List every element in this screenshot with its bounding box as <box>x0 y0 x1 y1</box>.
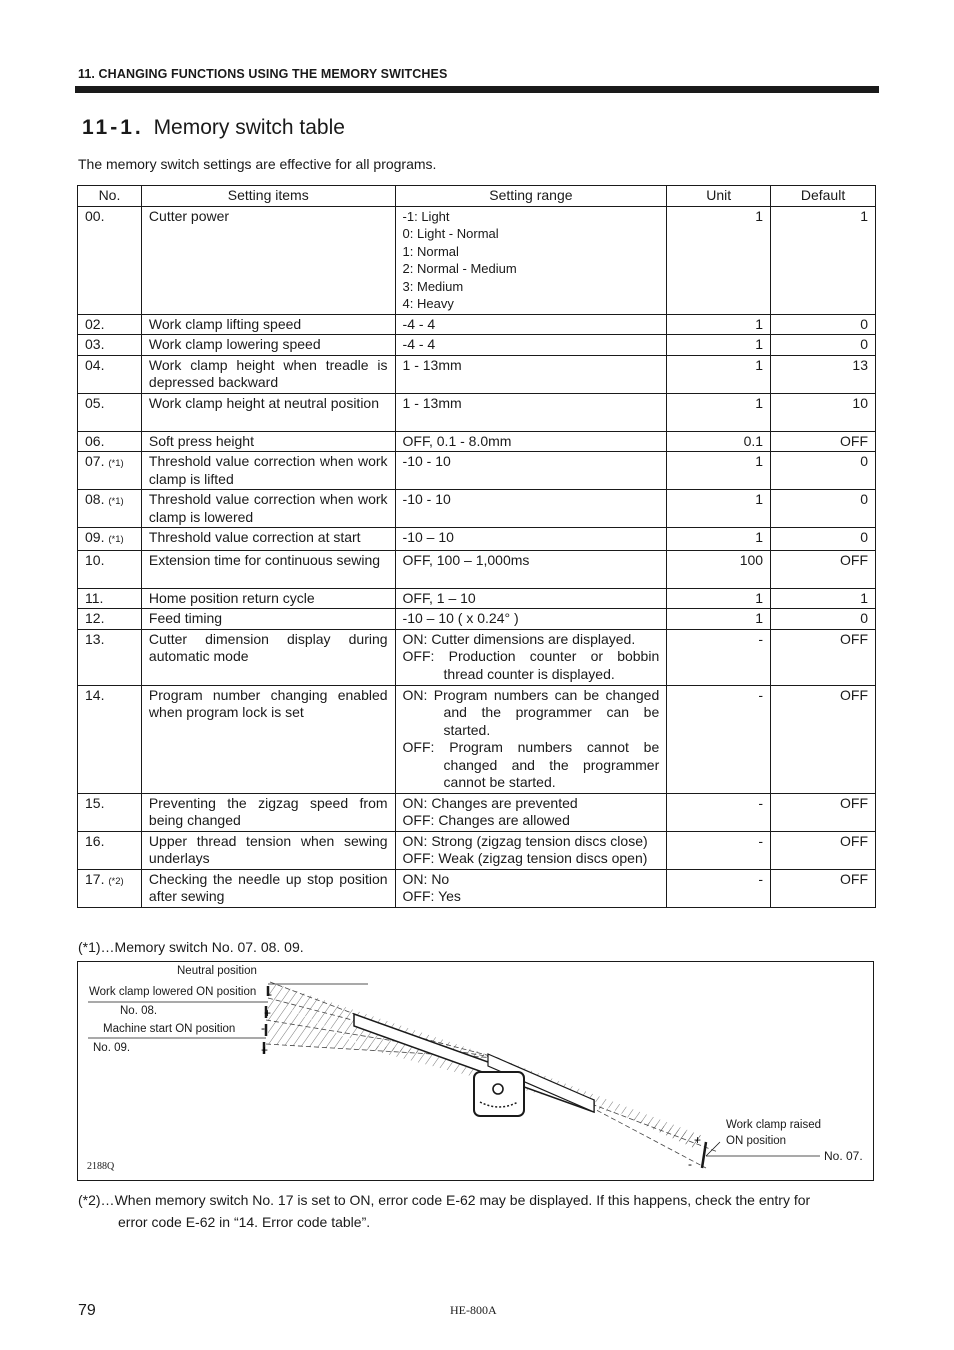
row-footnote-ref: (*1) <box>108 534 124 545</box>
cell-setting-range <box>395 831 667 869</box>
label-neutral-position: Neutral position <box>177 965 257 977</box>
cell-setting-item: Work clamp height at neutral position <box>141 393 395 431</box>
row-footnote-ref: (*1) <box>108 458 124 469</box>
range-line: OFF: Program numbers cannot be changed and the programmer cannot be started. <box>402 739 660 790</box>
row-number: 02. <box>85 315 105 332</box>
cell-setting-range <box>395 335 667 356</box>
range-line: -1: Light <box>402 208 450 224</box>
row-number: 05. <box>85 394 105 411</box>
cell-default: 0 <box>771 452 876 490</box>
cell-setting-item: Program number changing enabled when program lock is set <box>141 685 395 793</box>
threshold-diagram <box>77 961 874 1181</box>
cell-setting-item: Checking the needle up stop position after sewing <box>141 869 395 907</box>
cell-default: 0 <box>771 490 876 528</box>
label-no08: No. 08. <box>120 1005 158 1017</box>
col-header-default: Default <box>771 186 876 207</box>
cell-setting-range <box>395 206 667 314</box>
cell-setting-range <box>395 550 667 588</box>
cell-default: OFF <box>771 629 876 685</box>
table-row <box>78 609 876 630</box>
range-line: ON: Strong (zigzag tension discs close) <box>402 832 648 849</box>
row-number: 14. <box>85 686 105 703</box>
label-machine-start: Machine start ON position <box>103 1023 236 1035</box>
cell-unit: 1 <box>667 355 771 393</box>
range-line: -4 - 4 <box>402 336 436 352</box>
svg-text:+: + <box>264 1006 272 1020</box>
memory-switch-table <box>77 185 876 908</box>
table-row <box>78 355 876 393</box>
range-line: -10 – 10 <box>402 529 454 545</box>
cell-no <box>78 609 142 630</box>
cell-default: 0 <box>771 528 876 551</box>
cell-setting-item: Work clamp lowering speed <box>141 335 395 356</box>
svg-text:+: + <box>261 1043 269 1057</box>
cell-no <box>78 314 142 335</box>
cell-no <box>78 550 142 588</box>
cell-setting-range <box>395 452 667 490</box>
cell-unit: - <box>667 793 771 831</box>
footnote-1: (*1)…Memory switch No. 07. 08. 09. <box>78 939 304 955</box>
range-line: OFF: Changes are allowed <box>402 812 570 828</box>
cell-setting-range <box>395 528 667 551</box>
cell-no <box>78 869 142 907</box>
header-rule <box>75 86 879 93</box>
row-number: 12. <box>85 610 105 626</box>
cell-setting-range <box>395 490 667 528</box>
title-number: 11-1. <box>82 116 144 139</box>
col-header-items: Setting items <box>141 186 395 207</box>
cell-setting-range <box>395 793 667 831</box>
row-number: 00. <box>85 207 105 224</box>
cell-setting-range <box>395 588 667 609</box>
svg-text:-: - <box>688 1157 692 1171</box>
range-line: 2: Normal - Medium <box>402 261 517 276</box>
cell-unit: 1 <box>667 609 771 630</box>
figure-code: 2188Q <box>87 1161 115 1172</box>
cell-no <box>78 629 142 685</box>
range-line: OFF: Weak (zigzag tension discs open) <box>402 850 648 866</box>
cell-default: 10 <box>771 393 876 431</box>
table-row <box>78 335 876 356</box>
pivot-circle <box>493 1084 503 1094</box>
cell-unit: - <box>667 685 771 793</box>
svg-text:-: - <box>268 987 272 1001</box>
row-footnote-ref: (*2) <box>108 875 124 887</box>
table-row <box>78 685 876 793</box>
label-on-position: ON position <box>726 1135 787 1147</box>
range-line: ON: No <box>402 870 450 887</box>
cell-setting-item: Work clamp height when treadle is depressed backward <box>141 355 395 393</box>
cell-setting-range <box>395 314 667 335</box>
row-number: 13. <box>85 630 105 647</box>
range-line: 1 - 13mm <box>402 394 462 411</box>
table-row <box>78 314 876 335</box>
table-row <box>78 588 876 609</box>
label-no09: No. 09. <box>93 1042 131 1054</box>
row-number: 06. <box>85 432 105 449</box>
row-number: 16. <box>85 832 105 849</box>
table-row <box>78 869 876 907</box>
row-number: 10. <box>85 551 105 568</box>
cell-unit: 1 <box>667 206 771 314</box>
row-number: 07. <box>85 453 105 469</box>
cell-no <box>78 528 142 551</box>
cell-setting-item: Threshold value correction when work clamp is lowered <box>141 490 395 528</box>
label-clamp-lowered: Work clamp lowered ON position <box>89 986 257 998</box>
cell-default: 0 <box>771 609 876 630</box>
row-number: 04. <box>85 356 105 373</box>
cell-unit: 1 <box>667 452 771 490</box>
range-line: -10 - 10 <box>402 491 451 507</box>
cell-default: OFF <box>771 550 876 588</box>
cell-no <box>78 685 142 793</box>
cell-setting-item: Preventing the zigzag speed from being changed <box>141 793 395 831</box>
svg-text:-: - <box>261 1021 265 1035</box>
cell-setting-range <box>395 393 667 431</box>
cell-setting-item: Work clamp lifting speed <box>141 314 395 335</box>
cell-default: 0 <box>771 335 876 356</box>
cell-setting-item: Upper thread tension when sewing underlays <box>141 831 395 869</box>
range-line: OFF, 1 – 10 <box>402 589 476 606</box>
range-line: -10 – 10 ( x 0.24° ) <box>402 610 519 626</box>
cell-no <box>78 588 142 609</box>
label-no07: No. 07. <box>824 1149 863 1163</box>
cell-unit: 1 <box>667 314 771 335</box>
cell-setting-item: Soft press height <box>141 431 395 452</box>
table-row <box>78 393 876 431</box>
title-text: Memory switch table <box>153 116 345 139</box>
cell-default: 1 <box>771 588 876 609</box>
cell-setting-range <box>395 431 667 452</box>
cell-default: 1 <box>771 206 876 314</box>
table-row <box>78 490 876 528</box>
range-line: OFF, 100 – 1,000ms <box>402 551 530 568</box>
cell-unit: 0.1 <box>667 431 771 452</box>
col-header-unit: Unit <box>667 186 771 207</box>
row-number: 09. <box>85 529 105 545</box>
cell-setting-range <box>395 629 667 685</box>
range-line: OFF: Yes <box>402 888 461 904</box>
cell-default: 0 <box>771 314 876 335</box>
cell-setting-item: Threshold value correction when work clamp is lifted <box>141 452 395 490</box>
range-line: OFF, 0.1 - 8.0mm <box>402 432 512 449</box>
cell-setting-item: Cutter power <box>141 206 395 314</box>
cell-setting-item: Feed timing <box>141 609 395 630</box>
cell-setting-range <box>395 609 667 630</box>
cell-unit: 1 <box>667 335 771 356</box>
intro-text: The memory switch settings are effective for all programs. <box>78 156 437 172</box>
cell-no <box>78 452 142 490</box>
table-row <box>78 831 876 869</box>
table-row <box>78 793 876 831</box>
cell-default: OFF <box>771 831 876 869</box>
footnote-2-marker: (*2)… <box>78 1192 115 1208</box>
cell-no <box>78 431 142 452</box>
cell-unit: - <box>667 831 771 869</box>
cell-unit: - <box>667 869 771 907</box>
cell-default: OFF <box>771 869 876 907</box>
row-number: 15. <box>85 794 105 811</box>
range-line: 1 - 13mm <box>402 356 462 373</box>
cell-unit: 1 <box>667 490 771 528</box>
cell-unit: 1 <box>667 528 771 551</box>
table-row <box>78 452 876 490</box>
table-row <box>78 206 876 314</box>
range-line: ON: Cutter dimensions are displayed. <box>402 630 636 647</box>
cell-setting-range <box>395 685 667 793</box>
cell-unit: 1 <box>667 393 771 431</box>
cell-default: OFF <box>771 793 876 831</box>
cell-default: OFF <box>771 685 876 793</box>
range-line: -4 - 4 <box>402 315 436 332</box>
cell-no <box>78 831 142 869</box>
range-line: OFF: Production counter or bobbin thread counter is displayed. <box>402 648 660 682</box>
row-number: 08. <box>85 491 105 507</box>
table-row <box>78 431 876 452</box>
range-line: 1: Normal <box>402 243 459 259</box>
row-number: 03. <box>85 336 105 352</box>
cell-unit: 1 <box>667 588 771 609</box>
cell-setting-range <box>395 355 667 393</box>
cell-no <box>78 335 142 356</box>
cell-setting-range <box>395 869 667 907</box>
cell-setting-item: Cutter dimension display during automatic mode <box>141 629 395 685</box>
col-header-range: Setting range <box>395 186 667 207</box>
cell-setting-item: Threshold value correction at start <box>141 528 395 551</box>
range-line: ON: Changes are prevented <box>402 794 578 811</box>
table-row <box>78 528 876 551</box>
cell-default: OFF <box>771 431 876 452</box>
table-row <box>78 550 876 588</box>
range-line: -10 - 10 <box>402 453 451 469</box>
table-row <box>78 629 876 685</box>
range-line: ON: Program numbers can be changed and the programmer can be started. <box>402 686 660 738</box>
section-header: 11. CHANGING FUNCTIONS USING THE MEMORY SWITCHES <box>78 67 448 81</box>
row-number: 17. <box>85 870 105 887</box>
cell-default: 13 <box>771 355 876 393</box>
range-line: 4: Heavy <box>402 296 454 311</box>
row-footnote-ref: (*1) <box>108 496 124 507</box>
range-line: 0: Light - Normal <box>402 226 499 241</box>
cell-no <box>78 490 142 528</box>
page-number: 79 <box>78 1302 96 1319</box>
range-line: 3: Medium <box>402 278 464 294</box>
col-header-no: No. <box>78 186 142 207</box>
model-name: HE-800A <box>450 1303 497 1317</box>
svg-text:+: + <box>694 1133 702 1147</box>
cell-setting-item: Extension time for continuous sewing <box>141 550 395 588</box>
row-number: 11. <box>85 589 104 606</box>
cell-unit: 100 <box>667 550 771 588</box>
cell-no <box>78 393 142 431</box>
cell-no <box>78 355 142 393</box>
cell-unit: - <box>667 629 771 685</box>
footnote-2-line2: error code E-62 in “14. Error code table”. <box>118 1214 371 1230</box>
cell-no <box>78 793 142 831</box>
cell-setting-item: Home position return cycle <box>141 588 395 609</box>
table-header-row <box>78 186 876 207</box>
footnote-2-line1: When memory switch No. 17 is set to ON, error code E-62 may be displayed. If this happens, check the entry for <box>114 1192 811 1208</box>
footnote-2 <box>78 1189 878 1233</box>
label-clamp-raised: Work clamp raised <box>726 1119 822 1131</box>
page-title <box>82 116 345 140</box>
cell-no <box>78 206 142 314</box>
